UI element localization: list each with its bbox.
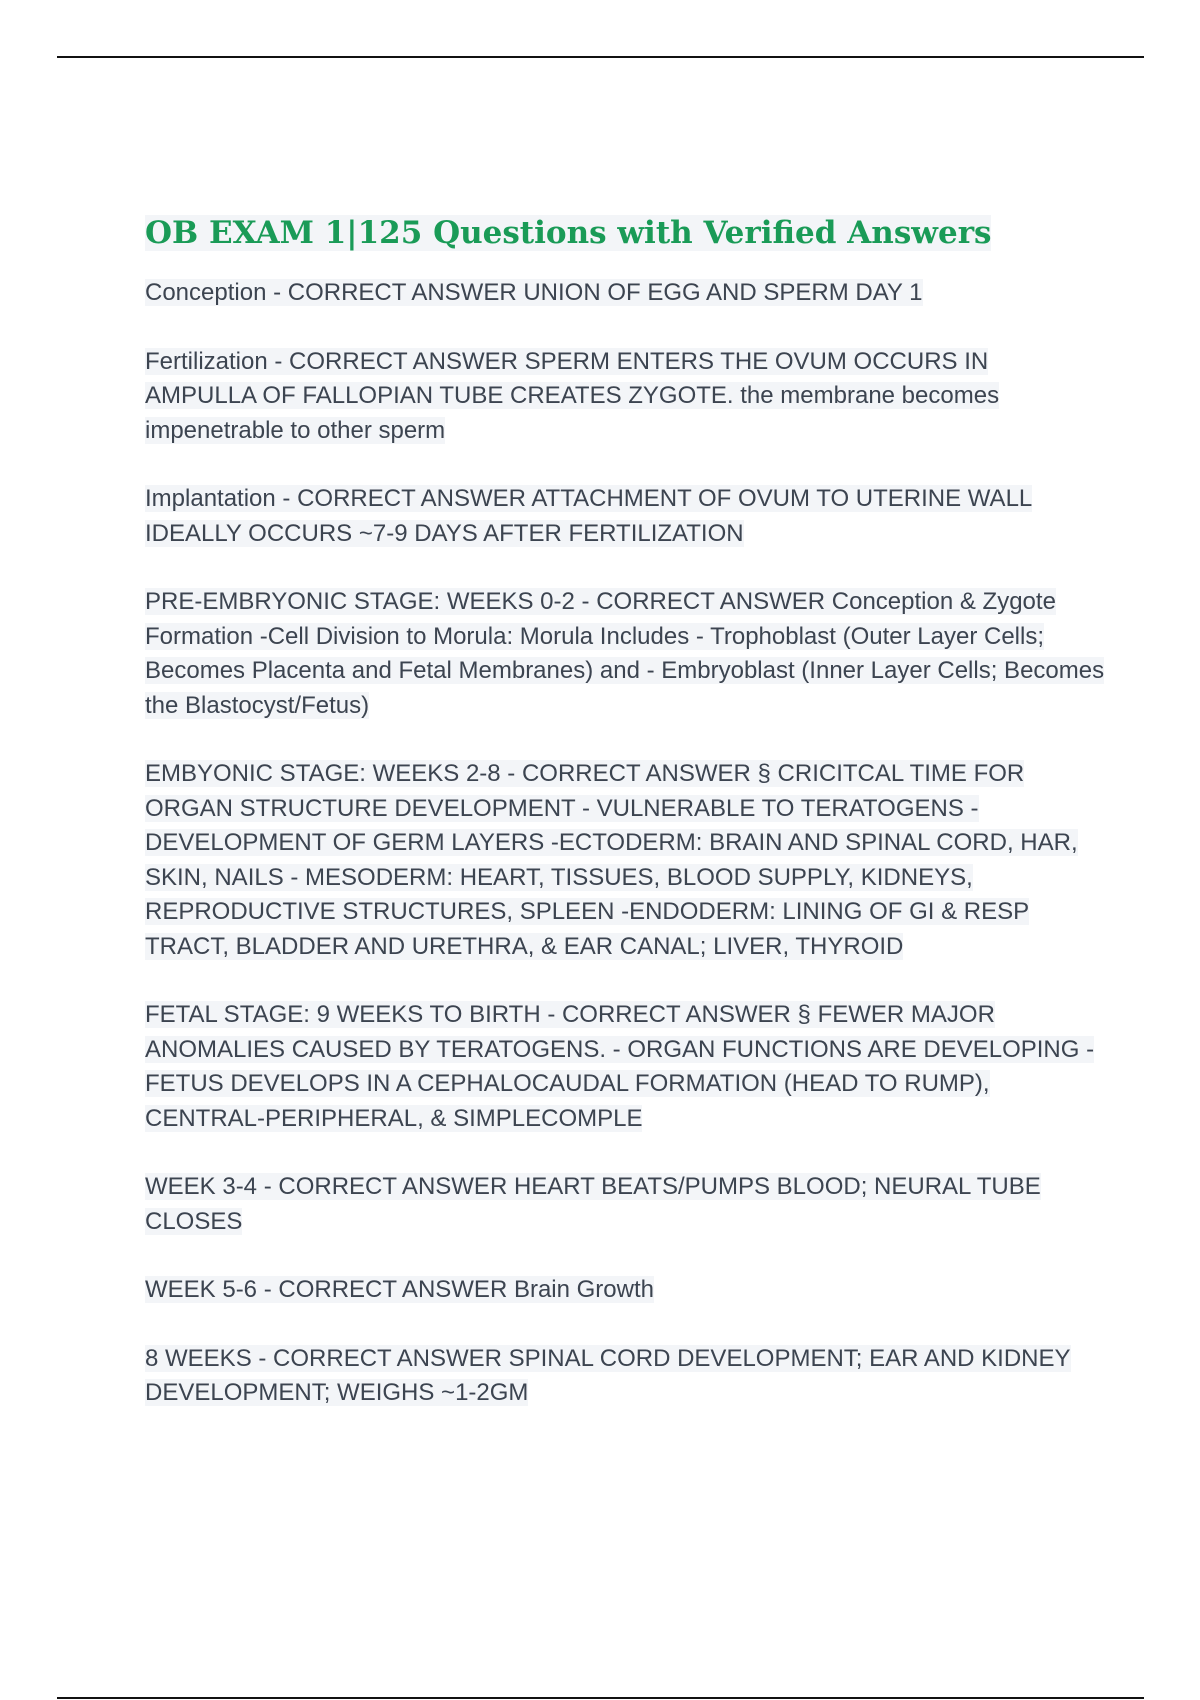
qa-item-week-5-6 <box>145 1273 1105 1308</box>
document-title-text: OB EXAM 1|125 Questions with Verified Answers <box>145 215 992 251</box>
qa-item-pre-embryonic-stage <box>145 585 1105 723</box>
qa-item-conception <box>145 276 1105 311</box>
qa-text: FETAL STAGE: 9 WEEKS TO BIRTH - CORRECT ANSWER § FEWER MAJOR ANOMALIES CAUSED BY TERATOGENS. - ORGAN FUNCTIONS ARE DEVELOPING - FETUS DEVELOPS IN A CEPHALOCAUDAL FORMATION (HEAD TO RUMP), CENTRAL-PERIPHERAL, & SIMPLECOMPLE <box>145 1001 1095 1132</box>
qa-text: 8 WEEKS - CORRECT ANSWER SPINAL CORD DEVELOPMENT; EAR AND KIDNEY DEVELOPMENT; WEIGHS ~1-2GM <box>145 1344 1071 1406</box>
qa-text: PRE-EMBRYONIC STAGE: WEEKS 0-2 - CORRECT ANSWER Conception & Zygote Formation -Cell Division to Morula: Morula Includes - Trophoblast (Outer Layer Cells; Becomes Placenta and Fetal Membranes) and - Embryoblast (Inner Layer Cells; Becomes the Blastocyst/Fetus) <box>145 588 1105 719</box>
top-rule <box>57 56 1144 58</box>
qa-text: WEEK 5-6 - CORRECT ANSWER Brain Growth <box>145 1276 654 1303</box>
qa-text: WEEK 3-4 - CORRECT ANSWER HEART BEATS/PUMPS BLOOD; NEURAL TUBE CLOSES <box>145 1173 1041 1235</box>
qa-item-week-3-4 <box>145 1170 1105 1239</box>
document-body <box>145 210 1105 1445</box>
qa-text: Fertilization - CORRECT ANSWER SPERM ENTERS THE OVUM OCCURS IN AMPULLA OF FALLOPIAN TUBE CREATES ZYGOTE. the membrane becomes impenetrable to other sperm <box>145 347 1000 444</box>
qa-item-fertilization <box>145 345 1105 449</box>
qa-item-fetal-stage <box>145 998 1105 1136</box>
qa-item-embryonic-stage <box>145 757 1105 964</box>
qa-list <box>145 276 1105 1411</box>
qa-item-8-weeks <box>145 1342 1105 1411</box>
qa-text: Conception - CORRECT ANSWER UNION OF EGG AND SPERM DAY 1 <box>145 279 923 306</box>
qa-text: Implantation - CORRECT ANSWER ATTACHMENT OF OVUM TO UTERINE WALL IDEALLY OCCURS ~7-9 DAYS AFTER FERTILIZATION <box>145 485 1033 547</box>
document-title <box>145 210 1105 256</box>
qa-text: EMBYONIC STAGE: WEEKS 2-8 - CORRECT ANSWER § CRICITCAL TIME FOR ORGAN STRUCTURE DEVELOPMENT - VULNERABLE TO TERATOGENS - DEVELOPMENT OF GERM LAYERS -ECTODERM: BRAIN AND SPINAL CORD, HAR, SKIN, NAILS - MESODERM: HEART, TISSUES, BLOOD SUPPLY, KIDNEYS, REPRODUCTIVE STRUCTURES, SPLEEN -ENDODERM: LINING OF GI & RESP TRACT, BLADDER AND URETHRA, & EAR CANAL; LIVER, THYROID <box>145 760 1078 960</box>
qa-item-implantation <box>145 482 1105 551</box>
bottom-rule <box>57 1697 1144 1699</box>
